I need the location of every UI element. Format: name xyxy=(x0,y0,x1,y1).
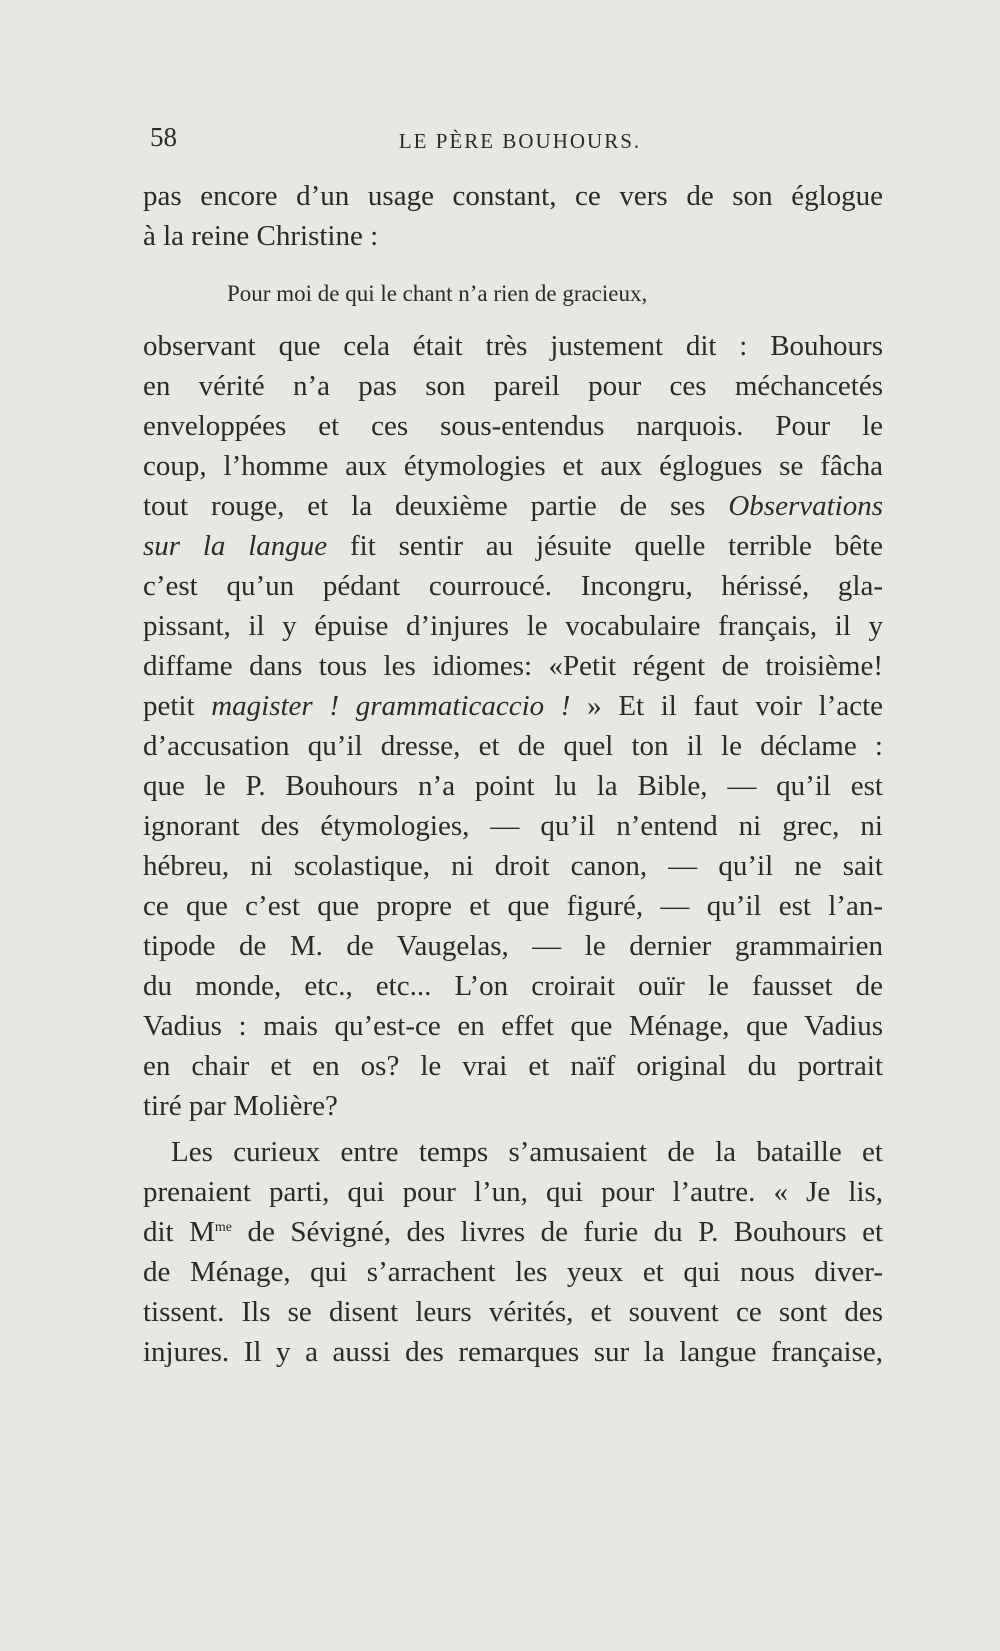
verse-quote: Pour moi de qui le chant n’a rien de gracieux, xyxy=(227,281,648,306)
text-line: de Ménage, qui s’arrachent les yeux et qui nous diver- xyxy=(143,1256,883,1288)
text-line: tipode de M. de Vaugelas, — le dernier grammairien xyxy=(143,930,883,962)
text-line: hébreu, ni scolastique, ni droit canon, — qu’il ne sait xyxy=(143,850,883,882)
page-number: 58 xyxy=(150,122,177,152)
line-segment: » Et il faut voir l’acte xyxy=(587,690,884,722)
text-line: diffame dans tous les idiomes: «Petit régent de troisième! xyxy=(143,650,883,682)
text-line xyxy=(143,526,883,566)
text-line: Les curieux entre temps s’amusaient de la bataille et xyxy=(171,1136,883,1168)
text-line: à la reine Christine : xyxy=(143,220,379,252)
text-line: que le P. Bouhours n’a point lu la Bible, — qu’il est xyxy=(143,770,883,802)
text-line: prenaient parti, qui pour l’un, qui pour l’autre. « Je lis, xyxy=(143,1176,883,1208)
italic-phrase: magister ! grammaticaccio ! xyxy=(211,690,571,722)
text-line xyxy=(143,1212,883,1252)
text-line: Vadius : mais qu’est-ce en effet que Ménage, que Vadius xyxy=(143,1010,883,1042)
text-line: pissant, il y épuise d’injures le vocabulaire français, il y xyxy=(143,610,883,642)
text-line: du monde, etc., etc... L’on croirait ouïr le fausset de xyxy=(143,970,883,1002)
text-line: enveloppées et ces sous-entendus narquois. Pour le xyxy=(143,410,883,442)
superscript: me xyxy=(214,1220,232,1235)
text-line: ce que c’est que propre et que figuré, — qu’il est l’an- xyxy=(143,890,883,922)
text-line: c’est qu’un pédant courroucé. Incongru, hérissé, gla- xyxy=(143,570,883,602)
text-line: tiré par Molière? xyxy=(143,1090,338,1122)
line-segment: petit xyxy=(143,690,195,722)
page-header xyxy=(150,122,890,162)
text-line: coup, l’homme aux étymologies et aux églogues se fâcha xyxy=(143,450,883,482)
text-line: en vérité n’a pas son pareil pour ces méchancetés xyxy=(143,370,883,402)
text-line: injures. Il y a aussi des remarques sur la langue française, xyxy=(143,1336,883,1368)
body-text xyxy=(143,176,883,1372)
running-title: LE PÈRE BOUHOURS. xyxy=(398,129,642,153)
line-segment: tout rouge, et la deuxième partie de ses xyxy=(143,490,706,522)
text-line: en chair et en os? le vrai et naïf original du portrait xyxy=(143,1050,883,1082)
italic-title: Observations xyxy=(728,490,884,522)
text-line xyxy=(143,686,883,726)
line-segment: de Sévigné, des livres de furie du P. Bouhours et xyxy=(247,1216,884,1248)
text-line: d’accusation qu’il dresse, et de quel ton il le déclame : xyxy=(143,730,883,762)
text-line: tissent. Ils se disent leurs vérités, et souvent ce sont des xyxy=(143,1296,883,1328)
italic-title: sur la langue xyxy=(143,530,328,562)
text-line: ignorant des étymologies, — qu’il n’entend ni grec, ni xyxy=(143,810,883,842)
text-line xyxy=(143,486,883,526)
line-segment: fit sentir au jésuite quelle terrible bête xyxy=(349,530,883,562)
text-line: pas encore d’un usage constant, ce vers de son églogue xyxy=(143,180,883,212)
line-segment: dit M xyxy=(143,1216,215,1248)
text-line: observant que cela était très justement dit : Bouhours xyxy=(143,330,883,362)
